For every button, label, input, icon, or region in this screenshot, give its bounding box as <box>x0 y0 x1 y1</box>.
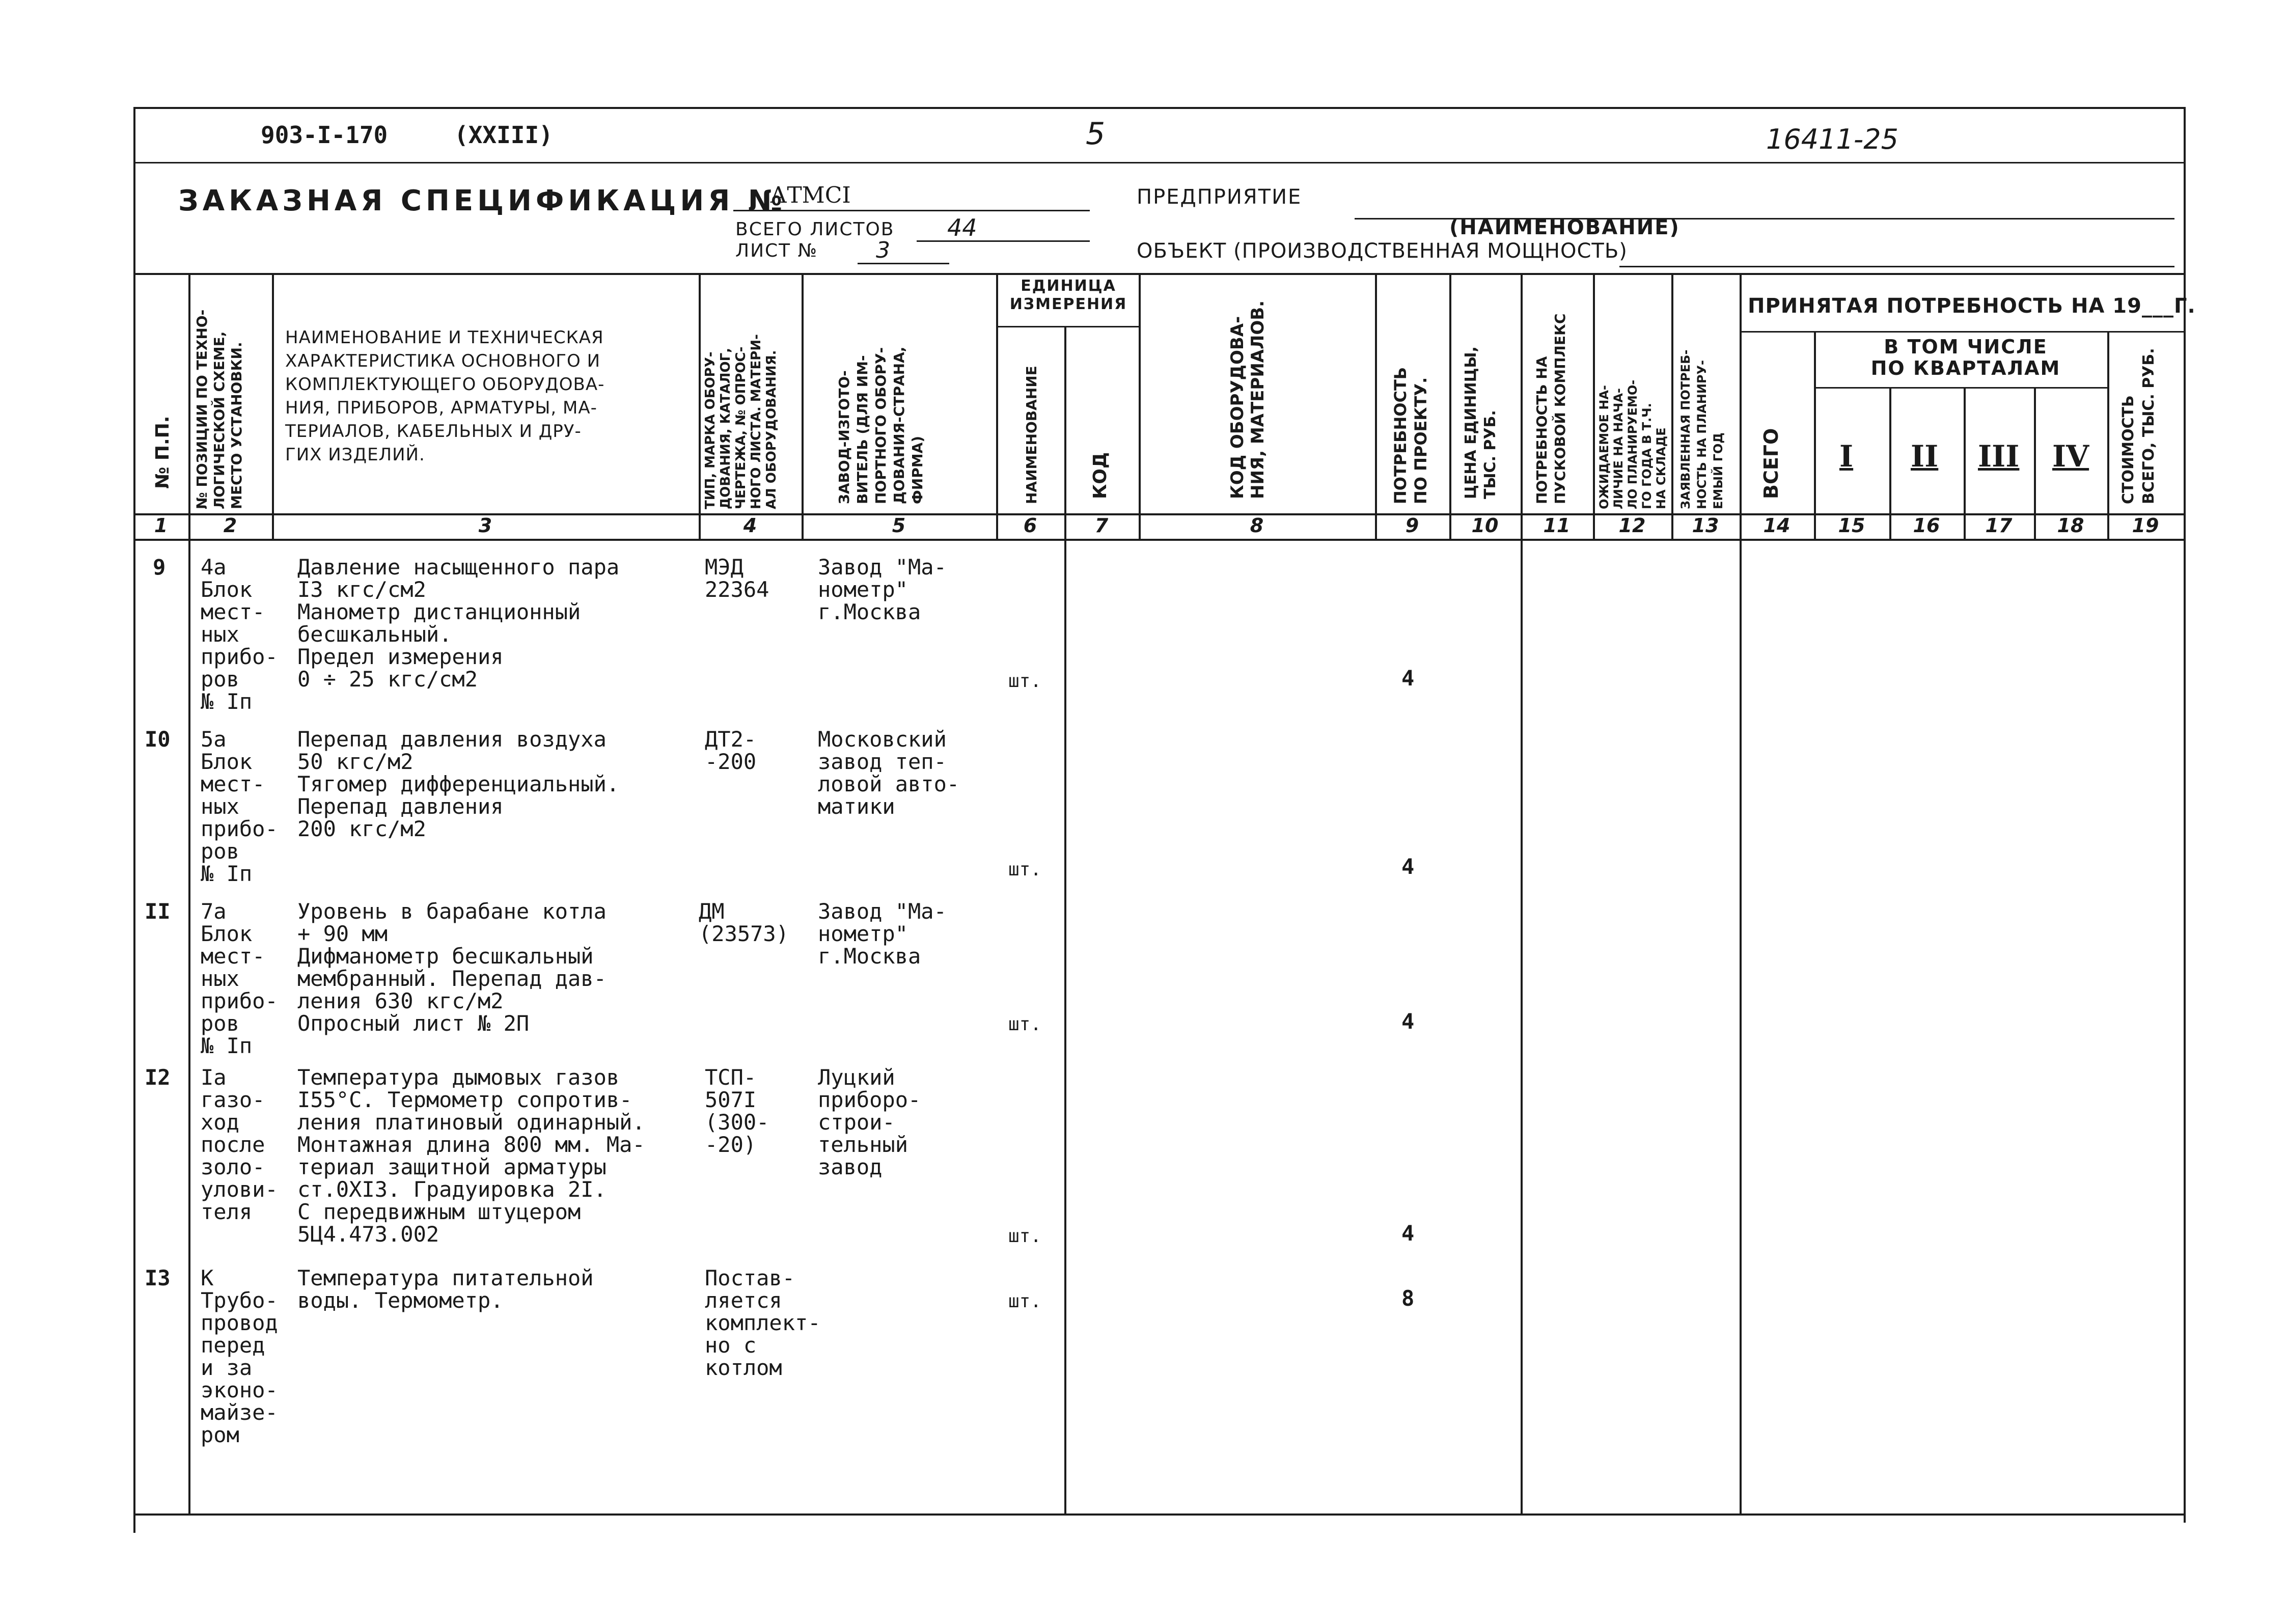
col-header-type: ТИП, МАРКА ОБОРУ- ДОВАНИЯ, КАТАЛОГ, ЧЕРТЕЖА, № ОПРОС- НОГО ЛИСТА. МАТЕРИ- АЛ ОБОРУДОВАНИЯ. <box>703 334 779 509</box>
row-13-type: Постав- ляется комплект- но с котлом <box>705 1265 821 1380</box>
col-line-1 <box>188 273 190 1516</box>
row-12-maker: Луцкий приборо- строи- тельный завод <box>818 1065 921 1179</box>
col-header-accepted-need: ПРИНЯТАЯ ПОТРЕБНОСТЬ НА 19___Г. <box>1748 294 2196 318</box>
quarters-group-line <box>1814 387 2107 389</box>
frame-top-line <box>133 107 2186 109</box>
row-9-type: МЭД 22364 <box>705 555 769 602</box>
spec-number: АТМСI <box>770 182 851 208</box>
col-number-8: 8 <box>1250 514 1264 537</box>
sheet-value: 3 <box>876 237 890 263</box>
spec-number-underline <box>733 210 1090 211</box>
row-10-name: Перепад давления воздуха 50 кгс/м2 Тягомер дифференциальный. Перепад давления 200 кгс/м2 <box>297 727 620 841</box>
row-13-unit: шт. <box>1008 1291 1042 1312</box>
row-10-type: ДТ2- -200 <box>705 727 757 774</box>
col-line-8 <box>1375 273 1377 539</box>
col-number-6: 6 <box>1023 514 1037 537</box>
row-9-unit: шт. <box>1008 671 1042 692</box>
col-header-name: НАИМЕНОВАНИЕ И ТЕХНИЧЕСКАЯ ХАРАКТЕРИСТИКА ОСНОВНОГО И КОМПЛЕКТУЮЩЕГО ОБОРУДОВА- НИЯ, ПРИБОРОВ, АРМАТУРЫ, МА- ТЕРИАЛОВ, КАБЕЛЬНЫХ И ДРУ- ГИХ ИЗДЕЛИЙ. <box>285 327 605 465</box>
col-number-11: 11 <box>1543 514 1571 537</box>
row-9-maker: Завод "Ма- нометр" г.Москва <box>818 555 947 624</box>
archive-number: 16411-25 <box>1766 123 1898 155</box>
frame-left-line <box>133 107 135 1533</box>
col-line-7 <box>1139 273 1141 539</box>
row-11-type: ДМ (23573) <box>699 899 789 946</box>
header-divider-line <box>133 162 2186 163</box>
col-line-9 <box>1449 273 1451 539</box>
col-header-quarter-2: II <box>1911 439 1939 474</box>
row-11-name: Уровень в барабане котла + 90 мм Дифманометр бесшкальный мембранный. Перепад дав- ления 630 кгс/м2 Опросный лист № 2П <box>297 899 607 1036</box>
col-line-12 <box>1671 273 1673 539</box>
col-line-3 <box>699 273 701 539</box>
col-header-project-need: ПОТРЕБНОСТЬ ПО ПРОЕКТУ. <box>1391 367 1430 504</box>
sheet-label: ЛИСТ № <box>735 240 818 261</box>
col-header-startup-need: ПОТРЕБНОСТЬ НА ПУСКОВОЙ КОМПЛЕКС <box>1533 313 1568 504</box>
col-header-unit-code: КОД <box>1090 452 1111 499</box>
col-header-total: ВСЕГО <box>1760 428 1782 499</box>
col-number-7: 7 <box>1094 514 1109 537</box>
table-bottom-line <box>133 1513 2186 1516</box>
enterprise-name-hint: (НАИМЕНОВАНИЕ) <box>1449 216 1680 239</box>
table-top-line <box>133 273 2186 275</box>
col-number-14: 14 <box>1763 514 1791 537</box>
row-13-name: Температура питательной воды. Термометр. <box>297 1265 594 1313</box>
col-header-unit-name: НАИМЕНОВАНИЕ <box>1023 366 1040 504</box>
row-10-number: I0 <box>145 727 171 752</box>
row-13-position: К Трубо- провод перед и за эконо- майзе- ром <box>201 1265 278 1447</box>
sheets-total-label: ВСЕГО ЛИСТОВ <box>735 219 895 240</box>
row-12-position: Iа газо- ход после золо- улови- теля <box>201 1065 278 1224</box>
sheets-total-value: 44 <box>947 214 977 241</box>
row-10-position: 5а Блок мест- ных прибо- ров № Iп <box>201 727 278 886</box>
col-number-15: 15 <box>1838 514 1865 537</box>
col-header-quarter-1: I <box>1839 439 1854 474</box>
col-line-14 <box>1814 331 1816 539</box>
column-numbers-bottom-line <box>133 539 2186 541</box>
frame-right-line <box>2184 107 2186 1523</box>
col-number-2: 2 <box>223 514 237 537</box>
col-number-17: 17 <box>1985 514 2013 537</box>
unit-group-line <box>996 326 1139 327</box>
col-number-4: 4 <box>743 514 757 537</box>
sheets-total-underline <box>917 240 1090 242</box>
spec-title: ЗАКАЗНАЯ СПЕЦИФИКАЦИЯ № <box>178 184 787 217</box>
row-9-name: Давление насыщенного пара I3 кгс/см2 Манометр дистанционный бесшкальный. Предел измерения 0 ÷ 25 кгс/см2 <box>297 555 620 692</box>
row-9-quantity: 4 <box>1401 666 1415 691</box>
sheet-underline <box>858 263 949 264</box>
row-13-number: I3 <box>145 1265 171 1290</box>
col-number-16: 16 <box>1913 514 1940 537</box>
row-11-maker: Завод "Ма- нометр" г.Москва <box>818 899 947 969</box>
doc-code: 903-I-170 <box>261 121 388 149</box>
volume-label: (XXIII) <box>454 121 553 149</box>
row-13-quantity: 8 <box>1401 1286 1415 1311</box>
col-header-quarters-group: В ТОМ ЧИСЛЕ ПО КВАРТАЛАМ <box>1870 336 2061 379</box>
col-line-11 <box>1593 273 1595 539</box>
col-header-unit-group: ЕДИНИЦА ИЗМЕРЕНИЯ <box>1009 277 1127 313</box>
col-header-cost: СТОИМОСТЬ ВСЕГО, ТЫС. РУБ. <box>2119 348 2158 504</box>
row-10-unit: шт. <box>1008 859 1042 880</box>
row-11-quantity: 4 <box>1401 1009 1415 1034</box>
col-header-quarter-4: IV <box>2052 439 2089 474</box>
row-12-name: Температура дымовых газов I55°С. Термометр сопротив- ления платиновый одинарный. Монтажная длина 800 мм. Ма- териал защитной арматуры ст.0ХI3. Градуировка 2I. С передвижным штуцером 5Ц4.473.002 <box>297 1065 645 1247</box>
col-number-3: 3 <box>478 514 492 537</box>
col-header-row-number: № П.П. <box>152 416 173 489</box>
col-header-position: № ПОЗИЦИИ ПО ТЕХНО- ЛОГИЧЕСКОЙ СХЕМЕ, МЕСТО УСТАНОВКИ. <box>194 309 245 509</box>
row-11-unit: шт. <box>1008 1014 1042 1035</box>
col-line-6 <box>1064 326 1066 1516</box>
col-number-9: 9 <box>1405 514 1419 537</box>
row-11-position: 7а Блок мест- ных прибо- ров № Iп <box>201 899 278 1058</box>
row-11-number: II <box>145 899 171 924</box>
col-header-equipment-code: КОД ОБОРУДОВА- НИЯ, МАТЕРИАЛОВ. <box>1227 300 1268 499</box>
row-12-unit: шт. <box>1008 1226 1042 1247</box>
object-label: ОБЪЕКТ (ПРОИЗВОДСТВЕННАЯ МОЩНОСТЬ) <box>1137 239 1628 263</box>
col-number-19: 19 <box>2132 514 2159 537</box>
col-header-expected-stock: ОЖИДАЕМОЕ НА- ЛИЧИЕ НА НАЧА- ЛО ПЛАНИРУЕМО- ГО ГОДА В Т.Ч. НА СКЛАДЕ <box>1597 379 1668 509</box>
row-12-number: I2 <box>145 1065 171 1090</box>
col-line-4 <box>802 273 804 539</box>
col-line-2 <box>272 273 274 539</box>
row-12-type: ТСП- 507I (300- -20) <box>705 1065 769 1157</box>
page-number: 5 <box>1086 116 1106 152</box>
col-header-unit-price: ЦЕНА ЕДИНИЦЫ, ТЫС. РУБ. <box>1462 346 1499 499</box>
col-number-1: 1 <box>154 514 168 537</box>
col-number-13: 13 <box>1692 514 1719 537</box>
row-10-maker: Московский завод теп- ловой авто- матики <box>818 727 960 819</box>
col-line-10 <box>1521 273 1523 1516</box>
row-12-quantity: 4 <box>1401 1221 1415 1246</box>
enterprise-label: ПРЕДПРИЯТИЕ <box>1137 185 1302 209</box>
row-10-quantity: 4 <box>1401 854 1415 879</box>
accepted-group-line <box>1740 331 2184 333</box>
col-number-12: 12 <box>1618 514 1646 537</box>
col-number-5: 5 <box>892 514 906 537</box>
col-number-10: 10 <box>1471 514 1499 537</box>
row-9-position: 4а Блок мест- ных прибо- ров № Iп <box>201 555 278 714</box>
col-number-18: 18 <box>2057 514 2084 537</box>
col-header-declared-need: ЗАЯВЛЕННАЯ ПОТРЕБ- НОСТЬ НА ПЛАНИРУ- ЕМЫЙ ГОД <box>1678 349 1725 509</box>
col-header-maker: ЗАВОД-ИЗГОТО- ВИТЕЛЬ (ДЛЯ ИМ- ПОРТНОГО ОБОРУ- ДОВАНИЯ-СТРАНА, ФИРМА) <box>836 346 926 504</box>
col-header-quarter-3: III <box>1978 439 2020 474</box>
row-9-number: 9 <box>153 555 166 580</box>
col-line-18 <box>2107 331 2109 539</box>
col-line-13 <box>1740 273 1742 1516</box>
object-underline <box>1619 266 2174 267</box>
